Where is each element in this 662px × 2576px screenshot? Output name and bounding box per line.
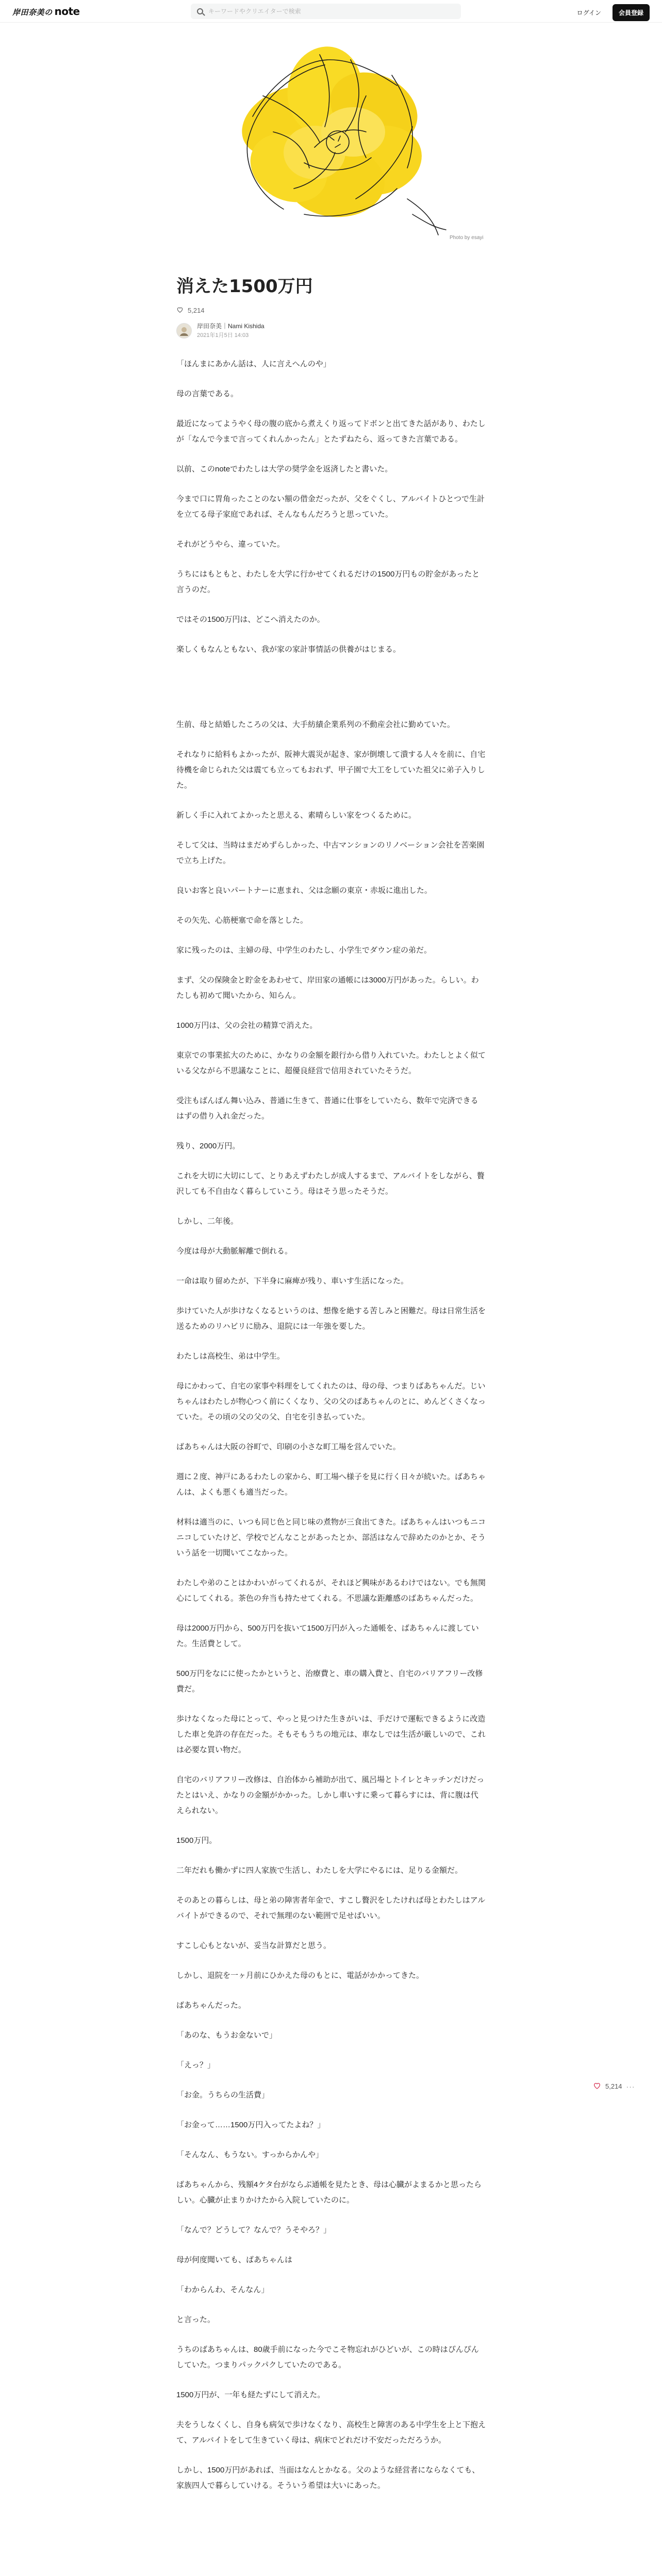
article bbox=[176, 275, 486, 2508]
article-paragraph: 「あのな、もうお金ないで」 bbox=[176, 2030, 277, 2040]
article-paragraph: 受注もばんばん舞い込み、普通に生きて、普通に仕事をしていたら、数年で完済できるはずの借り入れ金だった。 bbox=[176, 1096, 478, 1121]
search-icon bbox=[197, 8, 203, 14]
article-paragraph: 母の言葉である。 bbox=[176, 389, 239, 398]
article-paragraph: 「そんなん、もうない。すっからかんや」 bbox=[176, 2150, 324, 2159]
article-paragraph: 今まで口に胃角ったことのない額の借金だったが、父をぐくし、アルバイトひとつで生計を立てる母子家庭であれば、そんなもんだろうと思っていた。 bbox=[176, 494, 485, 519]
article-paragraph: 1500万円が、一年も経たずにして消えた。 bbox=[176, 2390, 325, 2399]
article-paragraph: 生前、母と結婚したころの父は、大手紡績企業系列の不動産会社に勤めていた。 bbox=[176, 720, 455, 729]
article-paragraph: 1500万円。 bbox=[176, 1836, 217, 1845]
floating-heart-icon[interactable] bbox=[593, 2081, 601, 2091]
like-count: 5,214 bbox=[188, 307, 205, 315]
article-paragraph: しかし、退院を一ヶ月前にひかえた母のもとに、電話がかかってきた。 bbox=[176, 1971, 424, 1980]
article-paragraph: 「なんで？どうして？なんで？うそやろ？」 bbox=[176, 2225, 332, 2234]
photo-credit: Photo by esayi bbox=[450, 235, 484, 241]
article-paragraph: すこし心もとないが、妥当な計算だと思う。 bbox=[176, 1941, 332, 1950]
article-paragraph: 歩けなくなった母にとって、やっと見つけた生きがいは、手だけで運転できるように改造した車と免許の存在だった。そもそもうちの地元は、車なしでは生活が厳しいので、これは必要な買い物だ。 bbox=[176, 1714, 486, 1754]
heart-icon[interactable] bbox=[176, 306, 184, 315]
article-paragraph: まず、父の保険金と貯金をあわせて、岸田家の通帳には3000万円があった。らしい。わたしも初めて聞いたから、知らん。 bbox=[176, 975, 479, 1000]
article-paragraph: 新しく手に入れてよかったと思える、素晴らしい家をつくるために。 bbox=[176, 810, 417, 820]
article-paragraph: そして父は、当時はまだめずらしかった、中古マンションのリノベーション会社を苦楽園で立ち上げた。 bbox=[176, 840, 485, 865]
login-button[interactable]: ログイン bbox=[573, 5, 605, 20]
site-logo[interactable] bbox=[12, 5, 80, 18]
article-paragraph: そのあとの暮らしは、母と弟の障害者年金で、すこし贅沢をしたければ母とわたしはアルバイトができるので、それで無理のない範囲で足せばいい。 bbox=[176, 1895, 486, 1920]
author-meta bbox=[197, 322, 264, 339]
article-paragraph: しかし、1500万円があれば、当面はなんとかなる。父のような経営者にならなくても、家族四人で暮らしていける。そういう希望は大いにあった。 bbox=[176, 2465, 480, 2490]
post-date: 2021年1月5日 14:03 bbox=[197, 332, 249, 338]
article-paragraph: 今度は母が大動脈解離で倒れる。 bbox=[176, 1246, 293, 1256]
article-paragraph: 楽しくもなんともない、我が家の家計事情話の供養がはじまる。 bbox=[176, 645, 401, 654]
yellow-flower-illustration bbox=[165, 39, 495, 240]
author-row[interactable] bbox=[176, 322, 486, 339]
floating-like-bar bbox=[593, 2081, 635, 2091]
article-paragraph: それなりに給料もよかったが、阪神大震災が起き、家が倒壊して潰する人々を前に、自宅待機を命じられた父は震ても立ってもおれず、甲子園で大工をしていた祖父に弟子入りした。 bbox=[176, 750, 486, 790]
signup-button[interactable]: 会員登録 bbox=[613, 4, 650, 21]
article-paragraph: 母が何度聞いても、ばあちゃんは bbox=[176, 2255, 293, 2264]
article-paragraph: 母は2000万円から、500万円を抜いて1500万円が入った通帳を、ばあちゃんに渡していた。生活費として。 bbox=[176, 1623, 479, 1648]
article-paragraph: わたしや弟のことはかわいがってくれるが、それほど興味があるわけではない。でも無関心にしてくれる。茶色の弁当も持たせてくれる。不思議な距離感のばあちゃんだった。 bbox=[176, 1578, 486, 1603]
article-paragraph: 「えっ？」 bbox=[176, 2060, 216, 2070]
article-paragraph: ばあちゃんから、残額4ケタ台がならぶ通帳を見たとき、母は心臓がよまるかと思ったらしい。心臓が止まりかけたから入院していたのに。 bbox=[176, 2180, 482, 2205]
article-paragraph: 週に２度、神戸にあるわたしの家から、町工場へ様子を見に行く日々が続いた。ばあちゃんは、よくも悪くも適当だった。 bbox=[176, 1472, 486, 1497]
article-paragraph: 最近になってようやく母の腹の底から煮えくり返ってドボンと出てきた話があり、わたしが「なんで今まで言ってくれんかったん」とたずねたら、返ってきた言葉である。 bbox=[176, 419, 486, 444]
article-paragraph: 残り、2000万円。 bbox=[176, 1141, 240, 1150]
article-paragraph: わたしは高校生、弟は中学生。 bbox=[176, 1351, 285, 1361]
author-name[interactable]: 岸田奈美｜Nami Kishida bbox=[197, 323, 264, 330]
article-paragraph: 「お金って……1500万円入ってたよね？」 bbox=[176, 2120, 325, 2129]
search-input[interactable] bbox=[208, 8, 451, 15]
logo-note-text: note bbox=[54, 5, 80, 18]
article-paragraph: 東京での事業拡大のために、かなりの金額を銀行から借り入れていた。わたしとよく似ている父ながら不思議なことに、超優良経営で信用されていたそうだ。 bbox=[176, 1050, 486, 1075]
article-paragraph: 夫をうしなくくし、自身も病気で歩けなくなり、高校生と障害のある中学生を上と下抱えて、アルバイトをして生きていく母は、病床でどれだけ不安だっただろうか。 bbox=[176, 2420, 486, 2445]
floating-like-count: 5,214 bbox=[605, 2082, 622, 2090]
article-paragraph: 「ほんまにあかん話は、人に言えへんのや」 bbox=[176, 359, 331, 368]
article-paragraph: ばあちゃんは大阪の谷町で、印刷の小さな町工場を営んでいた。 bbox=[176, 1442, 401, 1451]
article-title: 消えた1500万円 bbox=[176, 276, 313, 297]
article-paragraph: その矢先、心筋梗塞で命を落とした。 bbox=[176, 916, 308, 925]
search-bar[interactable] bbox=[191, 4, 461, 19]
article-paragraph: うちのばあちゃんは、80歳手前になった今でこそ物忘れがひどいが、この時はぴんぴんしていた。つまりパックパクしていたのである。 bbox=[176, 2345, 479, 2369]
like-row bbox=[176, 306, 486, 315]
article-paragraph: 材料は適当のに、いつも同じ色と同じ味の煮物が三食出てきた。ばあちゃんはいつもニコニコしていたけど、学校でどんなことがあったとか、部活はなんで辞めたのかとか、そういう話を一切聞いてこなかった。 bbox=[176, 1517, 486, 1557]
article-paragraph: と言った。 bbox=[176, 2315, 216, 2324]
article-paragraph: 良いお客と良いパートナーに恵まれ、父は念願の東京・赤坂に進出した。 bbox=[176, 886, 432, 895]
article-paragraph bbox=[176, 672, 486, 703]
avatar-face-icon bbox=[179, 326, 189, 336]
article-paragraph: 自宅のバリアフリー改修は、自治体から補助が出て、風呂場とトイレとキッチンだけだったとはいえ、かなりの金額がかかった。しかし車いすに乗って暮らすには、背に腹は代えられない。 bbox=[176, 1775, 485, 1815]
article-paragraph: それがどうやら、違っていた。 bbox=[176, 539, 285, 549]
article-paragraph: 母にかわって、自宅の家事や料理をしてくれたのは、母の母、つまりばあちゃんだ。じいちゃんはわたしが物心つく前にくくなり、父の父のばあちゃんのとに、めんどくさくなっていた。その頃の父の父の父、自宅を引き払っていた。 bbox=[176, 1381, 486, 1421]
article-paragraph: 一命は取り留めたが、下半身に麻痺が残り、車いす生活になった。 bbox=[176, 1276, 409, 1285]
article-paragraph: これを大切に大切にして、とりあえずわたしが成人するまで、アルバイトをしながら、贅沢しても不自由なく暮らしていこう。母はそう思ったそうだ。 bbox=[176, 1171, 485, 1196]
article-paragraph: ばあちゃんだった。 bbox=[176, 2001, 246, 2010]
article-paragraph: 歩けていた人が歩けなくなるというのは、想像を絶する苦しみと困難だ。母は日常生活を送るためのリハビリに励み、退院には一年強を要した。 bbox=[176, 1306, 486, 1331]
article-paragraph: 「わからんわ、そんなん」 bbox=[176, 2285, 269, 2294]
article-paragraph: 二年だれも働かずに四人家族で生活し、わたしを大学にやるには、足りる金額だ。 bbox=[176, 1866, 463, 1875]
site-header bbox=[0, 0, 662, 23]
article-paragraph: 500万円をなにに使ったかというと、治療費と、車の購入費と、自宅のバリアフリー改修費だ。 bbox=[176, 1669, 483, 1693]
more-menu-icon[interactable]: ··· bbox=[626, 2082, 635, 2091]
header-actions bbox=[573, 4, 650, 21]
logo-brush-text: 岸田奈美の bbox=[12, 7, 53, 17]
hero-image bbox=[165, 39, 495, 240]
article-paragraph: 1000万円は、父の会社の精算で消えた。 bbox=[176, 1021, 318, 1030]
avatar[interactable] bbox=[176, 323, 192, 338]
article-paragraph: しかし、二年後。 bbox=[176, 1216, 239, 1226]
article-body bbox=[176, 357, 486, 2494]
article-paragraph: うちにはもともと、わたしを大学に行かせてくれるだけの1500万円もの貯金があったと言うのだ。 bbox=[176, 569, 480, 594]
article-paragraph: ではその1500万円は、どこへ消えたのか。 bbox=[176, 615, 325, 624]
article-paragraph: 以前、このnoteでわたしは大学の奨学金を返済したと書いた。 bbox=[176, 464, 393, 473]
article-paragraph: 「お金。うちらの生活費」 bbox=[176, 2090, 270, 2099]
article-paragraph: 家に残ったのは、主婦の母、中学生のわたし、小学生でダウン症の弟だ。 bbox=[176, 945, 432, 955]
